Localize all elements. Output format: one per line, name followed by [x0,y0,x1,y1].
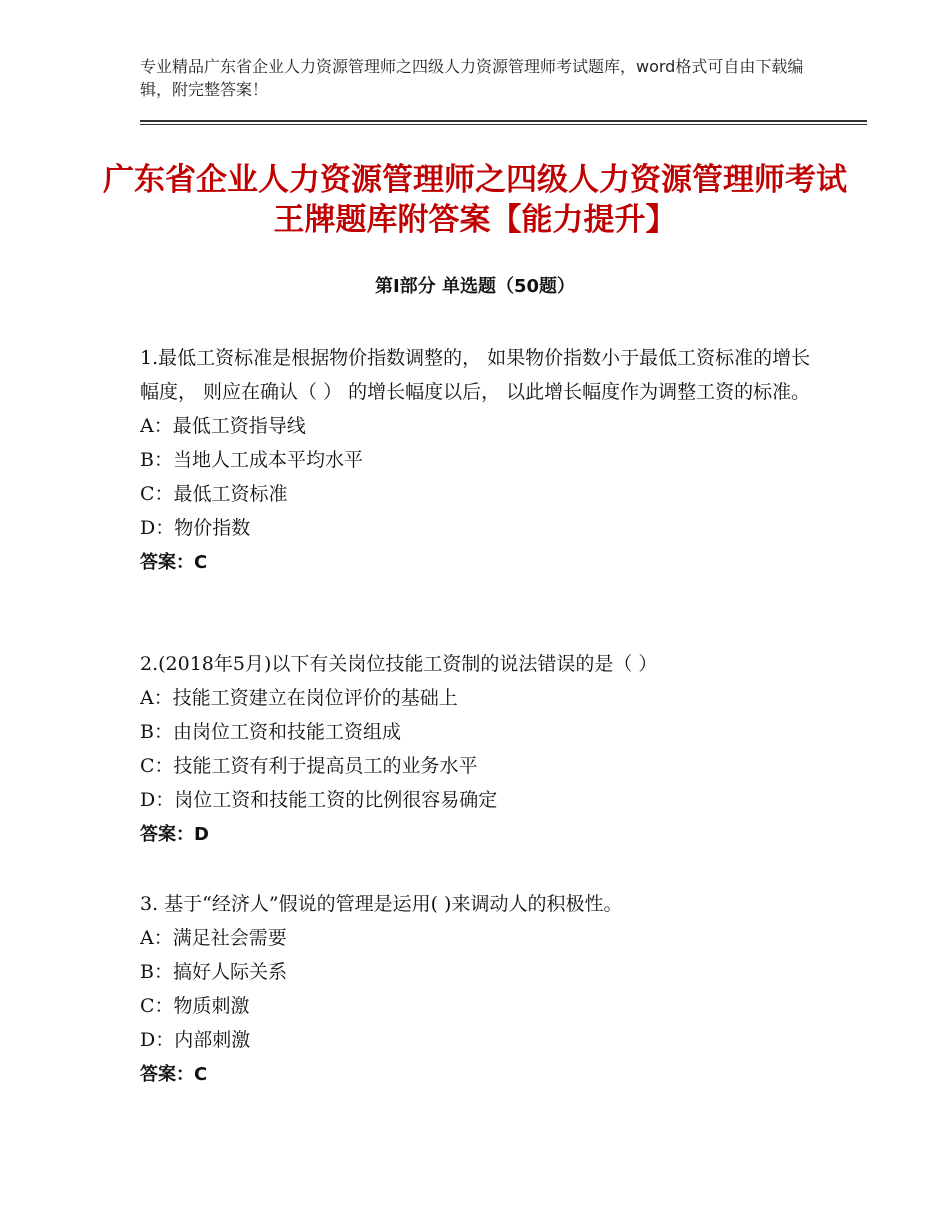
option-c: C：物质刺激 [140,995,250,1017]
question-stem: 3. 基于“经济人”假说的管理是运用( )来调动人的积极性。 [140,893,623,915]
option-a: A：满足社会需要 [140,927,287,949]
option-b: B：由岗位工资和技能工资组成 [140,721,401,743]
header-note: 专业精品广东省企业人力资源管理师之四级人力资源管理师考试题库，word格式可自由下载编辑，附完整答案！ [140,57,804,99]
section-heading: 第I部分 单选题（50题） [374,276,575,297]
question-stem: 1.最低工资标准是根据物价指数调整的， 如果物价指数小于最低工资标准的增长幅度， 则应在确认（ ） 的增长幅度以后， 以此增长幅度作为调整工资的标准。 [140,347,811,403]
question-3 [140,887,820,1093]
option-b: B：搞好人际关系 [140,961,287,983]
question-stem: 2.(2018年5月)以下有关岗位技能工资制的说法错误的是（ ） [140,653,658,675]
document-title: 广东省企业人力资源管理师之四级人力资源管理师考试王牌题库附答案【能力提升】 [103,162,847,238]
option-c: C：最低工资标准 [140,483,288,505]
answer: 答案：D [140,824,209,845]
option-b: B：当地人工成本平均水平 [140,449,363,471]
answer: 答案：C [140,552,208,573]
option-d: D：物价指数 [140,517,251,539]
option-a: A：最低工资指导线 [140,415,306,437]
option-a: A：技能工资建立在岗位评价的基础上 [140,687,458,709]
question-1 [140,341,820,581]
header-divider [140,120,867,126]
question-2 [140,647,820,853]
option-c: C：技能工资有利于提高员工的业务水平 [140,755,478,777]
answer: 答案：C [140,1064,208,1085]
option-d: D：岗位工资和技能工资的比例很容易确定 [140,789,498,811]
option-d: D：内部刺激 [140,1029,251,1051]
